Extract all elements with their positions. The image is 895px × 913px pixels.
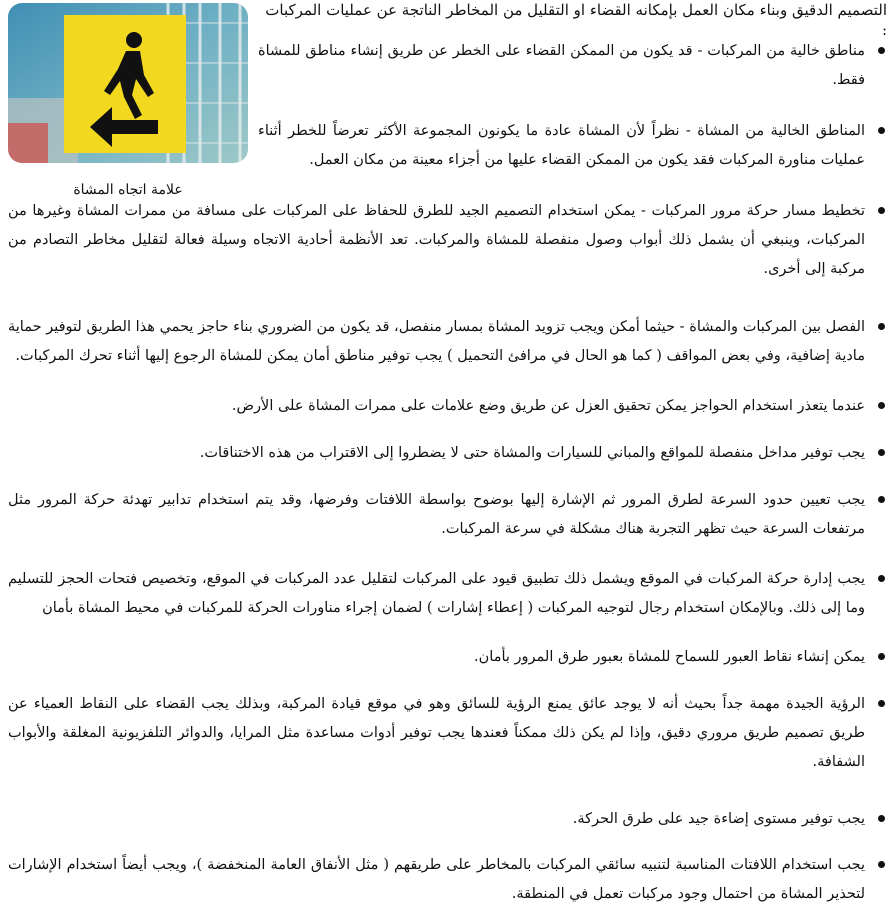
list-item — [8, 805, 889, 834]
list-item-text: يجب تعيين حدود السرعة لطرق المرور ثم الإشارة إليها بوضوح بواسطة اللافتات وفرضها، وقد يتم استخدام تدابير تهدئة حركة المرور مثل مرتفعات السرعة حيث تظهر التجربة هناك مشكلة في سرعة المركبات. — [8, 492, 865, 537]
list-item — [8, 392, 889, 421]
list-item — [8, 439, 889, 468]
list-item — [8, 851, 889, 909]
list-item-text: يجب توفير مداخل منفصلة للمواقع والمباني للسيارات والمشاة حتى لا يضطروا إلى الاقتراب من هذه الاختناقات. — [199, 445, 865, 461]
bullet-icon — [878, 496, 885, 503]
list-item-text: الفصل بين المركبات والمشاة - حيثما أمكن ويجب تزويد المشاة بمسار منفصل، قد يكون من الضروري بناء حاجز يحمي هذا الطريق لتوفير حماية مادية إضافية، وفي بعض المواقف ( كما هو الحال في مرافئ التحميل ) يجب توفير مناطق أمان يمكن للمشاة الرجوع إليها أثناء تحرك المركبات. — [8, 319, 865, 364]
bullet-icon — [878, 402, 885, 409]
pedestrian-sign-image — [8, 3, 248, 163]
list-item — [8, 486, 889, 544]
list-item-text: يجب توفير مستوى إضاءة جيد على طرق الحركة. — [572, 811, 865, 827]
list-item — [258, 117, 889, 175]
bullet-icon — [878, 449, 885, 456]
pedestrian-sign-photo — [8, 3, 248, 163]
bullet-icon — [878, 861, 885, 868]
list-item-text: مناطق خالية من المركبات - قد يكون من الممكن القضاء على الخطر عن طريق إنشاء مناطق للمشاة فقط. — [258, 43, 865, 88]
bullet-icon — [878, 127, 885, 134]
list-item — [258, 37, 889, 95]
list-item-text: عندما يتعذر استخدام الحواجز يمكن تحقيق العزل عن طريق وضع علامات على ممرات المشاة على الأرض. — [231, 398, 865, 414]
list-item-text: يمكن إنشاء نقاط العبور للسماح للمشاة بعبور طرق المرور بأمان. — [474, 649, 865, 665]
figure-caption: علامة اتجاه المشاة — [73, 182, 183, 198]
list-item-text: المناطق الخالية من المشاة - نظراً لأن المشاة عادة ما يكونون المجموعة الأكثر تعرضاً للخطر أثناء عمليات مناورة المركبات فقد يكون من الممكن القضاء عليها من أجزاء معينة من مكان العمل. — [258, 123, 865, 168]
bullet-icon — [878, 207, 885, 214]
list-item — [8, 643, 889, 672]
list-item-text: يجب إدارة حركة المركبات في الموقع ويشمل ذلك تطبيق قيود على المركبات لتقليل عدد المركبات في الموقع، وتخصيص فتحات الحجز للتسليم وما إلى ذلك. وبالإمكان استخدام رجال لتوجيه المركبات ( إعطاء إشارات ) لضمان إجراء مناورات الحركة للمركبات في محيط المشاة بأمان — [8, 571, 865, 616]
bullet-icon — [878, 323, 885, 330]
bullet-icon — [878, 700, 885, 707]
list-item — [8, 565, 889, 623]
bullet-icon — [878, 653, 885, 660]
intro-paragraph: التصميم الدقيق وبناء مكان العمل بإمكانه القضاء او التقليل من المخاطر الناتجة عن عمليات المركبات : — [265, 1, 887, 39]
list-item-text: تخطيط مسار حركة مرور المركبات - يمكن استخدام التصميم الجيد للطرق للحفاظ على المركبات على مسافة من ممرات المشاة وغيرها من المركبات، وينبغي أن يشمل ذلك أبواب وصول منفصلة للمشاة والمركبات. تعد الأنظمة أحادية الاتجاه وسيلة فعالة لتقليل مخاطر التصادم من مركبة إلى أخرى. — [8, 203, 865, 277]
list-item-text: يجب استخدام اللافتات المناسبة لتنبيه سائقي المركبات بالمخاطر على طريقهم ( مثل الأنفاق العامة المنخفضة )، ويجب أيضاً استخدام الإشارات لتحذير المشاة من احتمال وجود مركبات تعمل في المنطقة. — [8, 857, 865, 902]
list-item — [8, 197, 889, 284]
bullet-icon — [878, 575, 885, 582]
bullet-icon — [878, 47, 885, 54]
list-item — [8, 690, 889, 777]
list-item — [8, 313, 889, 371]
list-item-text: الرؤية الجيدة مهمة جداً بحيث أنه لا يوجد عائق يمنع الرؤية للسائق وهو في موقع قيادة المركبة، وبذلك يجب القضاء على النقاط العمياء عن طريق تصميم طريق مروري دقيق، وإذا لم يكن ذلك ممكناً فعندها يجب توفير أدوات مساعدة مثل المرايا، والدوائر التلفزيونية المغلقة والأبواب الشفافة. — [8, 696, 865, 770]
bullet-icon — [878, 815, 885, 822]
